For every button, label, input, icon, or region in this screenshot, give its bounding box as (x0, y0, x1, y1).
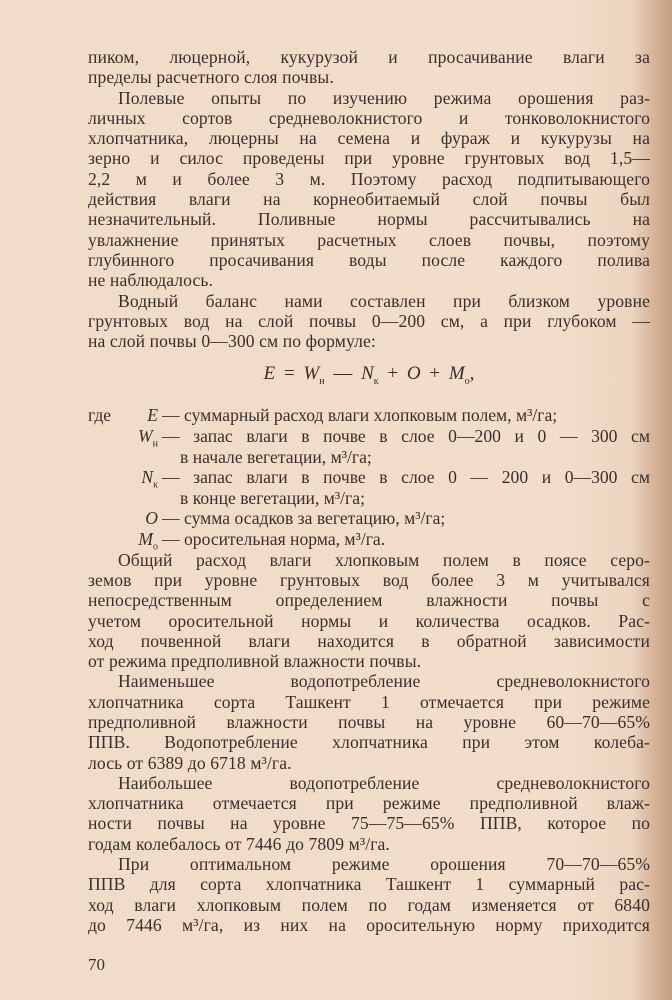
definition-symbol (138, 529, 158, 553)
formula-comma: , (469, 363, 475, 385)
text-line: от режима предполивной влажности почвы. (88, 651, 422, 672)
text-line: незначительный. Поливные нормы рассчитывались на (88, 209, 650, 230)
text-line: Наименьшее водопотребление средневолокнистого (118, 671, 650, 692)
formula-w-sub: н (319, 376, 325, 388)
text-section-2 (88, 550, 650, 936)
definition-text: — суммарный расход влаги хлопковым полем, м³/га; (162, 405, 558, 426)
text-line: Общий расход влаги хлопковым полем в поясе серо- (118, 549, 650, 570)
text-line: личных сортов средневолокнистого и тонковолокнистого (88, 107, 650, 128)
text-line: Полевые опыты по изучению режима орошения раз- (118, 87, 650, 108)
symbol-subscript: н (152, 438, 158, 450)
formula-n: N (361, 363, 374, 385)
text-line: глубинного просачивания воды после каждого полива (88, 249, 650, 270)
definition-head (88, 426, 162, 450)
text-line: не наблюдалось. (88, 270, 214, 291)
definition-symbol (147, 405, 158, 426)
definition-row (88, 508, 650, 529)
definition-row (88, 405, 650, 426)
definition-lead: где (88, 405, 112, 426)
symbol-letter: W (137, 426, 153, 447)
formula-e: E (263, 363, 276, 385)
text-line: непосредственным определением влажности почвы с (88, 590, 650, 611)
formula-o: O (406, 363, 421, 385)
text-line: хлопчатника, люцерны на семена и фураж и кукурузы на (88, 128, 650, 149)
definition-text: в конце вегетации, м³/га; (180, 487, 365, 508)
definition-row (88, 426, 650, 450)
definition-text: в начале вегетации, м³/га; (180, 446, 372, 467)
definition-symbol (137, 426, 158, 450)
page-number: 70 (88, 955, 105, 974)
text-line: на слой почвы 0—300 см по формуле: (88, 331, 376, 352)
text-line: учетом оросительной нормы и количества осадков. Рас- (88, 610, 650, 631)
text-line: ход почвенной влаги находится в обратной зависимости (88, 630, 650, 651)
definition-row (88, 447, 650, 468)
definition-text: — оросительная норма, м³/га. (162, 529, 386, 550)
text-line: действия влаги на корнеобитаемый слой почвы был (88, 189, 650, 210)
page-text (88, 47, 650, 935)
symbol-subscript: к (153, 479, 158, 491)
symbol-letter: M (138, 529, 153, 550)
definition-row (88, 467, 650, 491)
text-line: При оптимальном режиме орошения 70—70—65% (118, 854, 650, 875)
text-line: ности почвы на уровне 75—75—65% ППВ, которое по (88, 813, 650, 834)
definition-text: — запас влаги в почве в слое 0 — 200 и 0—300 см (162, 467, 650, 488)
formula-m: M (448, 363, 465, 385)
text-line: предполивной влажности почвы на уровне 60—70—65% (88, 711, 650, 732)
definition-row (88, 488, 650, 509)
text-line: лось от 6389 до 6718 м³/га. (88, 752, 292, 773)
formula-definitions (88, 405, 650, 553)
text-line: Водный баланс нами составлен при близком уровне (118, 290, 650, 311)
text-line: ППВ. Водопотребление хлопчатника при этом колеба- (88, 732, 650, 753)
text-line: зерно и силос проведены при уровне грунтовых вод 1,5— (88, 148, 650, 169)
definition-text: — сумма осадков за вегетацию, м³/га; (162, 508, 446, 529)
definition-row (88, 529, 650, 553)
water-balance-formula (88, 363, 650, 388)
text-line: хлопчатника сорта Ташкент 1 отмечается при режиме (88, 691, 650, 712)
text-line: пиком, люцерной, кукурузой и просачивание влаги за (88, 47, 650, 67)
definition-head (88, 467, 162, 491)
formula-plus: + (429, 363, 441, 385)
text-line: хлопчатника отмечается при режиме предполивной влаж- (88, 793, 650, 814)
definition-text: — запас влаги в почве в слое 0—200 и 0 — 300 см (162, 426, 650, 447)
formula-plus: + (387, 363, 399, 385)
text-line: пределы расчетного слоя почвы. (88, 67, 334, 88)
definition-head (88, 529, 162, 553)
definition-head (88, 508, 162, 529)
formula-n-sub: к (373, 376, 379, 388)
formula-m-sub: о (464, 376, 470, 388)
text-line: ППВ для сорта хлопчатника Ташкент 1 суммарный рас- (88, 874, 650, 895)
symbol-letter: E (147, 405, 158, 426)
definition-symbol (145, 508, 158, 529)
definition-head (88, 405, 162, 426)
formula-eq: = (283, 363, 295, 385)
text-line: до 7446 м³/га, из них на оросительную норму приходится (88, 914, 650, 935)
text-line: годам колебалось от 7446 до 7809 м³/га. (88, 833, 390, 854)
symbol-letter: N (141, 467, 154, 488)
text-line: земов при уровне грунтовых вод более 3 м учитывался (88, 569, 650, 590)
text-line: грунтовых вод на слой почвы 0—200 см, а при глубоком — (88, 310, 650, 331)
text-section-1 (88, 47, 650, 351)
symbol-letter: O (145, 508, 158, 529)
formula-minus: — (333, 363, 353, 385)
text-line: увлажнение принятых расчетных слоев почвы, поэтому (88, 229, 650, 250)
text-line: ход влаги хлопковым полем по годам изменяется от 6840 (88, 894, 650, 915)
symbol-subscript: о (153, 541, 158, 553)
formula-w: W (303, 363, 320, 385)
text-line: Наибольшее водопотребление средневолокнистого (118, 772, 650, 793)
definition-symbol (141, 467, 158, 491)
text-line: 2,2 м и более 3 м. Поэтому расход подпитывающего (88, 168, 650, 189)
